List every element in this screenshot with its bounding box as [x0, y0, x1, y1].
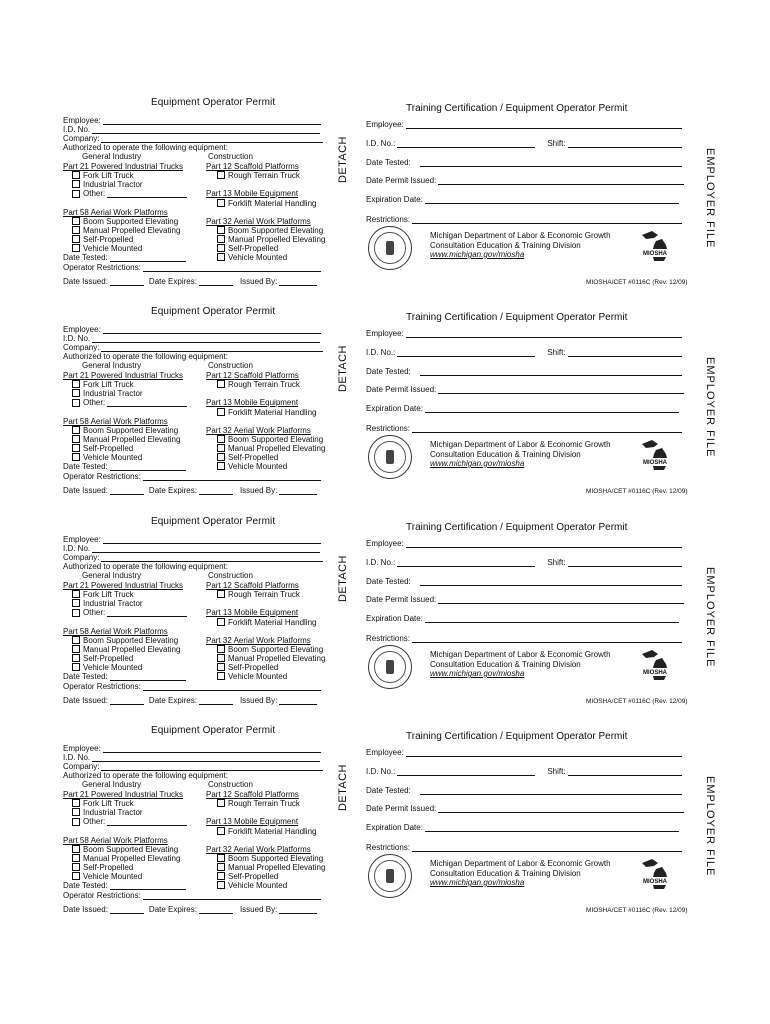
company-label: Company: — [63, 553, 100, 562]
boom-checkbox[interactable] — [72, 845, 80, 853]
cert-shift-field[interactable] — [568, 349, 682, 357]
cert-date-tested-label: Date Tested: — [366, 158, 411, 167]
permit-form-panel — [0, 307, 770, 517]
self-propelled-checkbox[interactable] — [72, 654, 80, 662]
cert-date-permit-issued-field[interactable] — [438, 386, 684, 394]
forklift-handling-label: Forklift Material Handling — [228, 199, 317, 208]
manual-checkbox[interactable] — [72, 226, 80, 234]
self-propelled-label: Self-Propelled — [83, 444, 134, 453]
self-propelled-checkbox-construction[interactable] — [217, 872, 225, 880]
permit-form-panel — [0, 517, 770, 727]
boom-label: Boom Supported Elevating — [83, 426, 179, 435]
issued-by-label: Issued By: — [239, 905, 278, 914]
other-field[interactable] — [107, 609, 187, 617]
permit-title: Equipment Operator Permit — [151, 725, 276, 736]
cert-restrictions-field[interactable] — [412, 844, 682, 852]
cert-id-label: I.D. No.: — [366, 767, 396, 776]
date-tested-field[interactable] — [110, 882, 186, 890]
other-checkbox[interactable] — [72, 609, 80, 617]
michigan-map-icon — [638, 648, 678, 684]
part12-heading: Part 12 Scaffold Platforms — [206, 162, 299, 171]
permit-form-panel — [0, 98, 770, 308]
cert-title: Training Certification / Equipment Operator Permit — [406, 522, 628, 533]
authorized-label: Authorized to operate the following equipment: — [63, 562, 228, 571]
self-propelled-checkbox[interactable] — [72, 235, 80, 243]
permit-title: Equipment Operator Permit — [151, 306, 276, 317]
cert-id-field[interactable] — [397, 140, 535, 148]
date-tested-label: Date Tested: — [63, 881, 108, 890]
cert-id-label: I.D. No.: — [366, 558, 396, 567]
permit-title: Equipment Operator Permit — [151, 97, 276, 108]
part21-heading: Part 21 Powered Industrial Trucks — [63, 371, 184, 380]
cert-restrictions-label: Restrictions: — [366, 424, 411, 433]
dept-line2: Consultation Education & Training Division — [430, 449, 581, 459]
fork-lift-label: Fork Lift Truck — [83, 380, 134, 389]
vehicle-mounted-label: Vehicle Mounted — [83, 872, 143, 881]
manual-label-construction: Manual Propelled Elevating — [228, 235, 326, 244]
vehicle-mounted-checkbox[interactable] — [72, 244, 80, 252]
michigan-seal-icon — [368, 226, 412, 270]
fork-lift-checkbox[interactable] — [72, 171, 80, 179]
fork-lift-checkbox[interactable] — [72, 590, 80, 598]
cert-id-field[interactable] — [397, 768, 535, 776]
self-propelled-checkbox-construction[interactable] — [217, 663, 225, 671]
operator-restrictions-field[interactable] — [143, 892, 321, 900]
cert-restrictions-field[interactable] — [412, 216, 682, 224]
industrial-tractor-checkbox[interactable] — [72, 599, 80, 607]
issued-by-label: Issued By: — [239, 486, 278, 495]
date-expires-field[interactable] — [199, 906, 233, 914]
issued-by-field[interactable] — [279, 278, 317, 286]
employee-label: Employee: — [63, 325, 101, 334]
construction-heading: Construction — [208, 780, 253, 789]
cert-date-permit-issued-field[interactable] — [438, 177, 684, 185]
cert-employee-label: Employee: — [366, 120, 404, 129]
general-industry-heading: General Industry — [82, 780, 142, 789]
revision-label: MIOSHA/CET #0116C (Rev. 12/09) — [586, 488, 688, 495]
cert-id-field[interactable] — [397, 559, 535, 567]
forklift-handling-checkbox[interactable] — [217, 618, 225, 626]
date-issued-label: Date Issued: — [63, 486, 108, 495]
dept-line2: Consultation Education & Training Division — [430, 659, 581, 669]
website-link[interactable]: www.michigan.gov/miosha — [430, 459, 525, 468]
issued-by-field[interactable] — [279, 906, 317, 914]
michigan-seal-icon — [368, 645, 412, 689]
forklift-handling-checkbox[interactable] — [217, 199, 225, 207]
self-propelled-label: Self-Propelled — [83, 235, 134, 244]
cert-restrictions-label: Restrictions: — [366, 634, 411, 643]
id-label: I.D. No. — [63, 125, 91, 134]
authorized-label: Authorized to operate the following equipment: — [63, 352, 228, 361]
rough-terrain-label: Rough Terrain Truck — [228, 380, 300, 389]
part58-heading: Part 58 Aerial Work Platforms — [63, 836, 168, 845]
detach-label: DETACH — [337, 764, 349, 811]
cert-date-permit-issued-label: Date Permit Issued: — [366, 595, 437, 604]
vehicle-mounted-checkbox[interactable] — [72, 453, 80, 461]
manual-label: Manual Propelled Elevating — [83, 435, 181, 444]
industrial-tractor-checkbox[interactable] — [72, 180, 80, 188]
employee-label: Employee: — [63, 744, 101, 753]
cert-id-field[interactable] — [397, 349, 535, 357]
cert-shift-field[interactable] — [568, 559, 682, 567]
cert-restrictions-field[interactable] — [412, 635, 682, 643]
part32-heading: Part 32 Aerial Work Platforms — [206, 217, 311, 226]
rough-terrain-label: Rough Terrain Truck — [228, 799, 300, 808]
fork-lift-label: Fork Lift Truck — [83, 171, 134, 180]
miosha-logo-text: MIOSHA — [643, 251, 667, 257]
manual-label: Manual Propelled Elevating — [83, 226, 181, 235]
cert-date-tested-label: Date Tested: — [366, 577, 411, 586]
miosha-logo-text: MIOSHA — [643, 879, 667, 885]
employer-file-label: EMPLOYER FILE — [704, 357, 716, 458]
miosha-logo-text: MIOSHA — [643, 670, 667, 676]
other-label: Other: — [83, 608, 106, 617]
manual-checkbox[interactable] — [72, 854, 80, 862]
industrial-tractor-checkbox[interactable] — [72, 389, 80, 397]
industrial-tractor-label: Industrial Tractor — [83, 389, 143, 398]
fork-lift-label: Fork Lift Truck — [83, 799, 134, 808]
forklift-handling-checkbox[interactable] — [217, 408, 225, 416]
boom-label-construction: Boom Supported Elevating — [228, 226, 324, 235]
cert-title: Training Certification / Equipment Operator Permit — [406, 312, 628, 323]
part21-heading: Part 21 Powered Industrial Trucks — [63, 790, 184, 799]
general-industry-heading: General Industry — [82, 361, 142, 370]
part21-heading: Part 21 Powered Industrial Trucks — [63, 581, 184, 590]
manual-label: Manual Propelled Elevating — [83, 854, 181, 863]
operator-restrictions-field[interactable] — [143, 683, 321, 691]
construction-heading: Construction — [208, 571, 253, 580]
cert-date-permit-issued-field[interactable] — [438, 805, 684, 813]
dept-line2: Consultation Education & Training Division — [430, 240, 581, 250]
dept-line2: Consultation Education & Training Division — [430, 868, 581, 878]
rough-terrain-checkbox[interactable] — [217, 171, 225, 179]
manual-checkbox-construction[interactable] — [217, 235, 225, 243]
cert-shift-label: Shift: — [547, 139, 566, 148]
date-issued-field[interactable] — [110, 906, 144, 914]
self-propelled-checkbox-construction[interactable] — [217, 453, 225, 461]
cert-employee-field[interactable] — [406, 749, 682, 757]
vehicle-mounted-label: Vehicle Mounted — [83, 453, 143, 462]
issued-by-field[interactable] — [279, 697, 317, 705]
employee-label: Employee: — [63, 116, 101, 125]
employer-file-label: EMPLOYER FILE — [704, 148, 716, 249]
id-label: I.D. No. — [63, 334, 91, 343]
vehicle-mounted-label-construction: Vehicle Mounted — [228, 672, 288, 681]
vehicle-mounted-checkbox[interactable] — [72, 663, 80, 671]
vehicle-mounted-checkbox-construction[interactable] — [217, 881, 225, 889]
vehicle-mounted-checkbox-construction[interactable] — [217, 672, 225, 680]
forklift-handling-label: Forklift Material Handling — [228, 618, 317, 627]
cert-id-label: I.D. No.: — [366, 348, 396, 357]
self-propelled-label-construction: Self-Propelled — [228, 663, 279, 672]
issued-by-label: Issued By: — [239, 277, 278, 286]
company-label: Company: — [63, 343, 100, 352]
cert-restrictions-label: Restrictions: — [366, 843, 411, 852]
other-checkbox[interactable] — [72, 399, 80, 407]
operator-restrictions-field[interactable] — [143, 473, 321, 481]
boom-label-construction: Boom Supported Elevating — [228, 854, 324, 863]
other-field[interactable] — [107, 399, 187, 407]
cert-employee-label: Employee: — [366, 748, 404, 757]
operator-restrictions-label: Operator Restrictions: — [63, 891, 141, 900]
vehicle-mounted-label: Vehicle Mounted — [83, 663, 143, 672]
rough-terrain-checkbox[interactable] — [217, 799, 225, 807]
cert-title: Training Certification / Equipment Operator Permit — [406, 731, 628, 742]
rough-terrain-checkbox[interactable] — [217, 380, 225, 388]
cert-date-permit-issued-field[interactable] — [438, 596, 684, 604]
cert-expiration-field[interactable] — [425, 824, 679, 832]
issued-by-field[interactable] — [279, 487, 317, 495]
cert-employee-label: Employee: — [366, 539, 404, 548]
manual-checkbox[interactable] — [72, 435, 80, 443]
cert-employee-field[interactable] — [406, 540, 682, 548]
issued-by-label: Issued By: — [239, 696, 278, 705]
general-industry-heading: General Industry — [82, 152, 142, 161]
authorized-label: Authorized to operate the following equipment: — [63, 143, 228, 152]
vehicle-mounted-checkbox-construction[interactable] — [217, 253, 225, 261]
cert-shift-label: Shift: — [547, 558, 566, 567]
cert-employee-field[interactable] — [406, 330, 682, 338]
cert-shift-field[interactable] — [568, 768, 682, 776]
company-label: Company: — [63, 134, 100, 143]
rough-terrain-label: Rough Terrain Truck — [228, 171, 300, 180]
manual-checkbox[interactable] — [72, 645, 80, 653]
date-expires-field[interactable] — [199, 278, 233, 286]
date-tested-field[interactable] — [110, 254, 186, 262]
cert-date-tested-field[interactable] — [420, 159, 682, 167]
self-propelled-label-construction: Self-Propelled — [228, 453, 279, 462]
self-propelled-label-construction: Self-Propelled — [228, 244, 279, 253]
boom-label: Boom Supported Elevating — [83, 636, 179, 645]
cert-date-tested-field[interactable] — [420, 787, 682, 795]
vehicle-mounted-checkbox-construction[interactable] — [217, 462, 225, 470]
miosha-logo-text: MIOSHA — [643, 460, 667, 466]
vehicle-mounted-label-construction: Vehicle Mounted — [228, 462, 288, 471]
forklift-handling-label: Forklift Material Handling — [228, 408, 317, 417]
michigan-seal-icon — [368, 854, 412, 898]
employee-label: Employee: — [63, 535, 101, 544]
dept-line1: Michigan Department of Labor & Economic Growth — [430, 859, 611, 868]
manual-checkbox-construction[interactable] — [217, 444, 225, 452]
cert-expiration-field[interactable] — [425, 615, 679, 623]
date-expires-field[interactable] — [199, 697, 233, 705]
vehicle-mounted-label-construction: Vehicle Mounted — [228, 253, 288, 262]
cert-title: Training Certification / Equipment Operator Permit — [406, 103, 628, 114]
industrial-tractor-label: Industrial Tractor — [83, 599, 143, 608]
cert-expiration-field[interactable] — [425, 196, 679, 204]
part12-heading: Part 12 Scaffold Platforms — [206, 371, 299, 380]
cert-date-tested-label: Date Tested: — [366, 786, 411, 795]
cert-expiration-label: Expiration Date: — [366, 614, 423, 623]
general-industry-heading: General Industry — [82, 571, 142, 580]
date-issued-field[interactable] — [110, 278, 144, 286]
part58-heading: Part 58 Aerial Work Platforms — [63, 627, 168, 636]
cert-date-tested-field[interactable] — [420, 578, 682, 586]
id-label: I.D. No. — [63, 544, 91, 553]
part13-heading: Part 13 Mobile Equipment — [206, 189, 299, 198]
boom-checkbox-construction[interactable] — [217, 645, 225, 653]
construction-heading: Construction — [208, 152, 253, 161]
boom-label: Boom Supported Elevating — [83, 845, 179, 854]
website-link[interactable]: www.michigan.gov/miosha — [430, 878, 525, 887]
date-issued-label: Date Issued: — [63, 905, 108, 914]
operator-restrictions-label: Operator Restrictions: — [63, 472, 141, 481]
cert-date-tested-field[interactable] — [420, 368, 682, 376]
cert-shift-label: Shift: — [547, 348, 566, 357]
cert-employee-label: Employee: — [366, 329, 404, 338]
part58-heading: Part 58 Aerial Work Platforms — [63, 417, 168, 426]
fork-lift-label: Fork Lift Truck — [83, 590, 134, 599]
other-field[interactable] — [107, 190, 187, 198]
date-expires-label: Date Expires: — [148, 486, 197, 495]
date-expires-label: Date Expires: — [148, 277, 197, 286]
date-issued-field[interactable] — [110, 697, 144, 705]
other-field[interactable] — [107, 818, 187, 826]
michigan-seal-icon — [368, 435, 412, 479]
revision-label: MIOSHA/CET #0116C (Rev. 12/09) — [586, 698, 688, 705]
detach-label: DETACH — [337, 136, 349, 183]
part13-heading: Part 13 Mobile Equipment — [206, 398, 299, 407]
michigan-map-icon — [638, 857, 678, 893]
manual-checkbox-construction[interactable] — [217, 654, 225, 662]
industrial-tractor-checkbox[interactable] — [72, 808, 80, 816]
cert-expiration-label: Expiration Date: — [366, 404, 423, 413]
part13-heading: Part 13 Mobile Equipment — [206, 817, 299, 826]
rough-terrain-label: Rough Terrain Truck — [228, 590, 300, 599]
other-label: Other: — [83, 817, 106, 826]
part12-heading: Part 12 Scaffold Platforms — [206, 581, 299, 590]
permit-title: Equipment Operator Permit — [151, 516, 276, 527]
forklift-handling-label: Forklift Material Handling — [228, 827, 317, 836]
boom-label-construction: Boom Supported Elevating — [228, 435, 324, 444]
boom-checkbox[interactable] — [72, 636, 80, 644]
company-label: Company: — [63, 762, 100, 771]
operator-restrictions-label: Operator Restrictions: — [63, 263, 141, 272]
self-propelled-checkbox[interactable] — [72, 863, 80, 871]
cert-id-label: I.D. No.: — [366, 139, 396, 148]
cert-restrictions-label: Restrictions: — [366, 215, 411, 224]
boom-checkbox[interactable] — [72, 426, 80, 434]
date-tested-label: Date Tested: — [63, 253, 108, 262]
operator-restrictions-label: Operator Restrictions: — [63, 682, 141, 691]
manual-label-construction: Manual Propelled Elevating — [228, 444, 326, 453]
construction-heading: Construction — [208, 361, 253, 370]
part32-heading: Part 32 Aerial Work Platforms — [206, 426, 311, 435]
forklift-handling-checkbox[interactable] — [217, 827, 225, 835]
boom-checkbox-construction[interactable] — [217, 226, 225, 234]
cert-shift-field[interactable] — [568, 140, 682, 148]
operator-restrictions-field[interactable] — [143, 264, 321, 272]
boom-checkbox-construction[interactable] — [217, 854, 225, 862]
other-checkbox[interactable] — [72, 190, 80, 198]
industrial-tractor-label: Industrial Tractor — [83, 180, 143, 189]
date-issued-field[interactable] — [110, 487, 144, 495]
manual-label-construction: Manual Propelled Elevating — [228, 654, 326, 663]
self-propelled-label-construction: Self-Propelled — [228, 872, 279, 881]
other-label: Other: — [83, 398, 106, 407]
id-label: I.D. No. — [63, 753, 91, 762]
michigan-map-icon — [638, 438, 678, 474]
vehicle-mounted-checkbox[interactable] — [72, 872, 80, 880]
boom-label: Boom Supported Elevating — [83, 217, 179, 226]
cert-shift-label: Shift: — [547, 767, 566, 776]
self-propelled-checkbox-construction[interactable] — [217, 244, 225, 252]
manual-checkbox-construction[interactable] — [217, 863, 225, 871]
employer-file-label: EMPLOYER FILE — [704, 776, 716, 877]
cert-expiration-label: Expiration Date: — [366, 195, 423, 204]
part32-heading: Part 32 Aerial Work Platforms — [206, 845, 311, 854]
boom-checkbox[interactable] — [72, 217, 80, 225]
dept-line1: Michigan Department of Labor & Economic Growth — [430, 650, 611, 659]
date-expires-label: Date Expires: — [148, 905, 197, 914]
date-tested-label: Date Tested: — [63, 462, 108, 471]
revision-label: MIOSHA/CET #0116C (Rev. 12/09) — [586, 279, 688, 286]
manual-label: Manual Propelled Elevating — [83, 645, 181, 654]
revision-label: MIOSHA/CET #0116C (Rev. 12/09) — [586, 907, 688, 914]
cert-date-permit-issued-label: Date Permit Issued: — [366, 804, 437, 813]
manual-label-construction: Manual Propelled Elevating — [228, 863, 326, 872]
dept-line1: Michigan Department of Labor & Economic Growth — [430, 231, 611, 240]
self-propelled-checkbox[interactable] — [72, 444, 80, 452]
employer-file-label: EMPLOYER FILE — [704, 567, 716, 668]
self-propelled-label: Self-Propelled — [83, 654, 134, 663]
cert-restrictions-field[interactable] — [412, 425, 682, 433]
authorized-label: Authorized to operate the following equipment: — [63, 771, 228, 780]
industrial-tractor-label: Industrial Tractor — [83, 808, 143, 817]
part13-heading: Part 13 Mobile Equipment — [206, 608, 299, 617]
cert-date-permit-issued-label: Date Permit Issued: — [366, 385, 437, 394]
part58-heading: Part 58 Aerial Work Platforms — [63, 208, 168, 217]
boom-label-construction: Boom Supported Elevating — [228, 645, 324, 654]
permit-form-panel — [0, 726, 770, 936]
other-label: Other: — [83, 189, 106, 198]
part12-heading: Part 12 Scaffold Platforms — [206, 790, 299, 799]
vehicle-mounted-label-construction: Vehicle Mounted — [228, 881, 288, 890]
fork-lift-checkbox[interactable] — [72, 380, 80, 388]
michigan-map-icon — [638, 229, 678, 265]
detach-label: DETACH — [337, 555, 349, 602]
vehicle-mounted-label: Vehicle Mounted — [83, 244, 143, 253]
date-tested-field[interactable] — [110, 463, 186, 471]
cert-date-tested-label: Date Tested: — [366, 367, 411, 376]
boom-checkbox-construction[interactable] — [217, 435, 225, 443]
date-issued-label: Date Issued: — [63, 277, 108, 286]
part21-heading: Part 21 Powered Industrial Trucks — [63, 162, 184, 171]
date-tested-label: Date Tested: — [63, 672, 108, 681]
cert-employee-field[interactable] — [406, 121, 682, 129]
rough-terrain-checkbox[interactable] — [217, 590, 225, 598]
other-checkbox[interactable] — [72, 818, 80, 826]
part32-heading: Part 32 Aerial Work Platforms — [206, 636, 311, 645]
website-link[interactable]: www.michigan.gov/miosha — [430, 669, 525, 678]
cert-date-permit-issued-label: Date Permit Issued: — [366, 176, 437, 185]
dept-line1: Michigan Department of Labor & Economic Growth — [430, 440, 611, 449]
detach-label: DETACH — [337, 345, 349, 392]
date-expires-label: Date Expires: — [148, 696, 197, 705]
date-expires-field[interactable] — [199, 487, 233, 495]
cert-expiration-field[interactable] — [425, 405, 679, 413]
date-tested-field[interactable] — [110, 673, 186, 681]
cert-expiration-label: Expiration Date: — [366, 823, 423, 832]
website-link[interactable]: www.michigan.gov/miosha — [430, 250, 525, 259]
self-propelled-label: Self-Propelled — [83, 863, 134, 872]
fork-lift-checkbox[interactable] — [72, 799, 80, 807]
date-issued-label: Date Issued: — [63, 696, 108, 705]
